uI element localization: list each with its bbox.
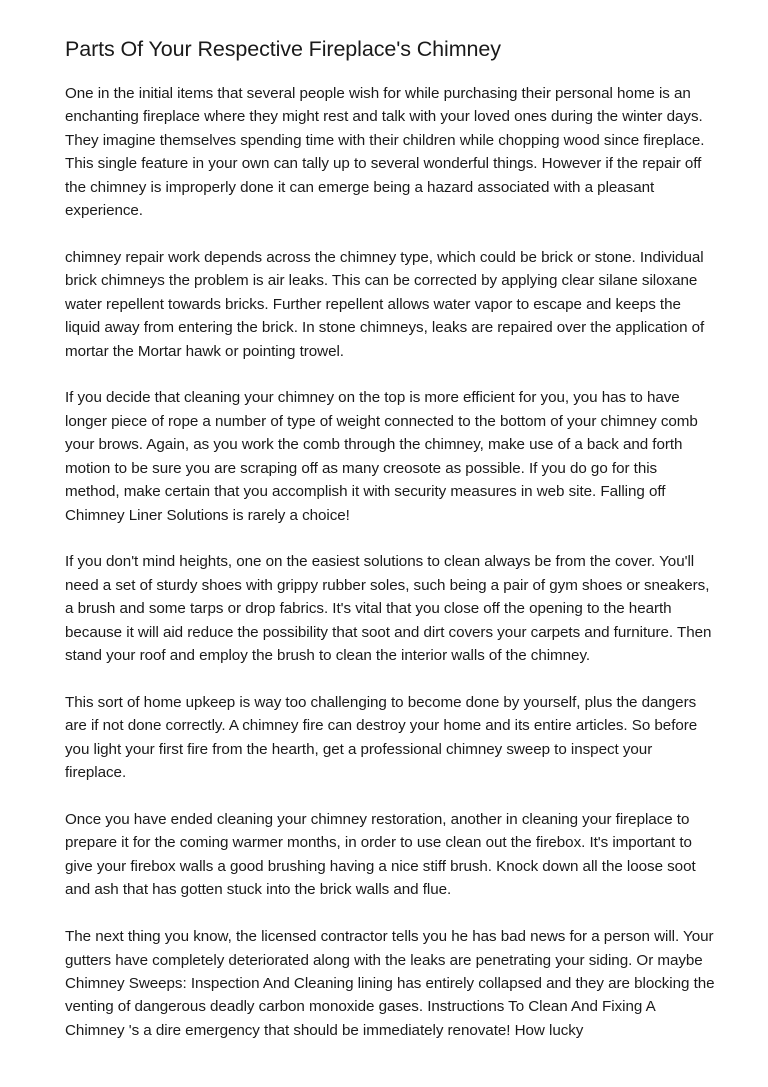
paragraph-home-upkeep: This sort of home upkeep is way too challenging to become done by yourself, plus the dangers are if not done correctly. A chimney fire can destroy your home and its entire articles. So before you light your first fire from the hearth, get a professional chimney sweep to inspect your fireplace. [65,693,698,782]
page-title: Parts Of Your Respective Fireplace's Chimney [65,37,501,61]
paragraph-repair-work: chimney repair work depends across the chimney type, which could be brick or stone. Individual brick chimneys the problem is air leaks. This can be corrected by applying clear silane siloxane water repellent towards bricks. Further repellent allows water vapor to escape and keeps the liquid away from entering the brick. In stone chimneys, leaks are repaired over the application of mortar the Mortar hawk or pointing trowel. [65,248,705,360]
paragraph-intro: One in the initial items that several people wish for while purchasing their personal home is an enchanting fireplace where they might rest and talk with your loved ones during the winter days. They imagine themselves spending time with their children while chopping wood since fireplace. This single feature in your own can tally up to several wonderful things. However if the repair off the chimney is improperly done it can emerge being a hazard associated with a pleasant experience. [65,85,705,220]
paragraph-firebox: Once you have ended cleaning your chimney restoration, another in cleaning your fireplace to prepare it for the coming warmer months, in order to use clean out the firebox. It's important to give your firebox walls a good brushing having a nice stiff brush. Knock down all the loose soot and ash that has gotten stuck into the brick walls and flue. [65,811,696,899]
document-page [65,34,715,1066]
paragraph-contractor: The next thing you know, the licensed contractor tells you he has bad news for a person will. Your gutters have completely deteriorated along with the leaks are penetrating your siding. Or maybe Chimney Sweeps: Inspection And Cleaning lining has entirely collapsed and they are blocking the venting of dangerous deadly carbon monoxide gases. Instructions To Clean And Fixing A Chimney 's a dire emergency that should be immediately renovate! How lucky [65,928,715,1039]
paragraph-heights: If you don't mind heights, one on the easiest solutions to clean always be from the cover. You'll need a set of sturdy shoes with grippy rubber soles, such being a pair of gym shoes or sneakers, a brush and some tarps or drop fabrics. It's vital that you close off the opening to the hearth because it will aid reduce the possibility that soot and dirt covers your carpets and furniture. Then stand your roof and employ the brush to clean the interior walls of the chimney. [65,553,712,665]
paragraph-cleaning-top: If you decide that cleaning your chimney on the top is more efficient for you, you has to have longer piece of rope a number of type of weight connected to the bottom of your chimney comb your brows. Again, as you work the comb through the chimney, make use of a back and forth motion to be sure you are scraping off as many creosote as possible. If you do go for this method, make certain that you accomplish it with security measures in web site. Falling off Chimney Liner Solutions is rarely a choice! [65,389,698,524]
